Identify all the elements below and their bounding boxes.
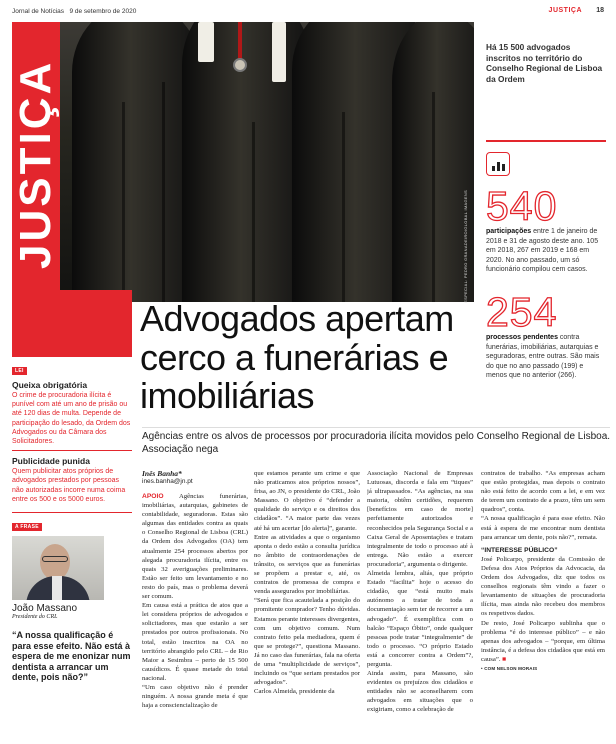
- box-tag: A FRASE: [12, 523, 42, 531]
- page-header: [0, 0, 616, 22]
- divider: [142, 427, 610, 428]
- author-email: ines.banha@jn.pt: [142, 478, 193, 485]
- box-body: Quem publicitar atos próprios de advogados prestados por pessoas não autorizadas incorre numa coima entre os 500 e os 5000 euros.: [12, 468, 126, 503]
- bar-chart-icon: [486, 152, 510, 176]
- page-number: 18: [596, 7, 604, 14]
- stat-number: 254: [486, 289, 558, 335]
- pull-quote: “A nossa qualificação é para esse efeito. Não está à espera de me enonizar num dentista a arrancar um dente, pois não?”: [12, 630, 131, 683]
- portrait-photo: [12, 536, 104, 600]
- column-text: Associação Nacional de Empresas Lutuosas, discorda e fala em “tiques” já ultrapassados. “As agências, na sua maioria, obtêm certidões, requerem [benefícios em caso de morte] perfeitamente autorizados e reconhecidos pela Segurança Social e a Caixa Geral de Aposentações e tratam integralmente de todo o processo até à entrega. Não estão a exercer procuradoria”, argumenta o dirigente. Almeida lembra, aliás, que próprio Estado “facilita” hoje o acesso do cidadão, que “está muito mais autónomo a tratar de toda a documentação sem ter de recorrer a um advogado”. É exemplifica com o balcão “Espaço Óbito”, onde qualquer pessoas pode tratar “integralmente” de todo o processo. “O próprio Estado está a concorrer contra a Ordem”?, pergunta. Ainda assim, para Massano, são evidentes os prejuízos dos cidadãos e entidades não se aconselharem com advogados em situações que o exigiriam, como a celebração de: [367, 470, 473, 714]
- end-mark-icon: ■: [502, 655, 507, 663]
- quote-author: João Massano: [12, 603, 78, 615]
- lawyers-photo: [12, 22, 474, 302]
- stat-text: participações entre 1 de janeiro de 2018 e 31 de agosto deste ano. 105 em 2018, 267 em 2019 e 168 em 2020. No ano passado, um só funcionário compilou cem casos.: [486, 228, 599, 274]
- article-column-3: [367, 469, 473, 742]
- column-text: contratos de trabalho. “As empresas acham que estão protegidas, mas depois o contrato não está feito de acordo com a lei, e em vez de terem um contrato de a prazo, têm um sem quadros”, conta. “A nossa qualificação é para esse efeito. Não está à espera de me encontrar num dentista para arrancar um dente, pois não?”, remata.: [481, 470, 605, 541]
- box-body: O crime de procuradoria ilícita é punível com até um ano de prisão ou até 120 dias de multa. Depende de participação do lesado, da Ordem dos Advogados ou da Câmara dos Solicitadores.: [12, 392, 131, 446]
- author-name: Inês Banha*: [142, 469, 182, 478]
- publication-date: Jornal de Notícias 9 de setembro de 2020: [12, 8, 137, 15]
- subheadline: Agências entre os alvos de processos por procuradoria ilícita movidos pelo Conselho Regional de Lisboa. Associação nega: [142, 431, 611, 455]
- lead-word: APOIO: [142, 493, 164, 500]
- divider: [486, 140, 606, 142]
- sidebar-lede: Há 15 500 advogados inscritos no território do Conselho Regional de Lisboa da Ordem: [486, 42, 603, 84]
- column-text: que estamos perante um crime e que não praticamos atos próprios nossos”, frisa, ao JN, o presidente do CRL, João Massano. O objetivo é “defender a qualidade do serviço e os direitos dos cidadãos”. “A maior parte das vezes até há um acertar [do alerta]”, garante. Entre as atividades a que o organismo aponta o dedo estão a consulta jurídica no âmbito de contraordenações de trânsito, os serviços que as funerárias se propõem a prestar e, até, os contratos de promessa de compra e venda assegurados por imobiliárias. “Será que fica acautelada a posição do promitente comprador? Tenho dúvidas. Estamos perante interesses divergentes, com um objetivo comum. Num contrato feito pela mediadora, quem é que se protege?”, questiona Massano. Já no caso das funerárias, fala na oferta de uma “multiplicidade de serviços”, incluindo os “que seriam prestados por advogados”. Carlos Almeida, presidente da: [254, 470, 360, 696]
- intertitle: “INTERESSE PÚBLICO”: [481, 546, 558, 554]
- article-column-4: [481, 469, 605, 742]
- headline: Advogados apertam cerco a funerárias e imobiliárias: [140, 298, 454, 416]
- quote-author-role: Presidente do CRL: [12, 614, 58, 621]
- stat-2: [486, 289, 606, 381]
- info-box: [12, 450, 132, 504]
- stat-number: 540: [486, 183, 558, 229]
- section-label: JUSTIÇA: [548, 7, 582, 14]
- byline: [142, 469, 193, 485]
- article-column-2: [254, 469, 360, 742]
- left-column: [12, 356, 132, 744]
- co-author-signature: • COM NELSON MORAIS: [481, 665, 538, 671]
- photo-credit: ESPECIAL: PEDRO GRANADEIRO/GLOBAL IMAGENS: [463, 190, 468, 303]
- box-tag: LEI: [12, 367, 27, 375]
- section-vertical-title: JUSTIÇA: [11, 59, 60, 269]
- info-box: [12, 356, 132, 446]
- column-text: Agências funerárias, imobiliárias, autarquias, gabinetes de contabilidade, seguradoras. Estas são algumas das entidades contra as quais o Conselho Regional de Lisboa (CRL) da Ordem dos Advogados (OA) tem atualmente 254 processos abertos por alegada procuradoria ilícita, entre os quais 32 averiguações preliminares. Estão ser feito um levantamento e no resto do país, mas o problema deverá ser comum. Em causa está a prática de atos que a lei considera próprios de advogados e solicitadores, mas que estarão a ser prestados por outros profissionais. No total, estão inscritos na OA no território abrangido pelo CRL – de Rio Maior a Sesimbra – perto de 15 500 causídicos. É quase metade do total nacional. “Um caso objetivo não é prender ninguém. A nossa grande meta é que haja a consciencialização de: [142, 493, 248, 710]
- medal-icon: [233, 58, 247, 72]
- box-title: Publicidade punida: [12, 456, 90, 467]
- stat-1: [486, 183, 606, 275]
- stat-text: processos pendentes contra funerárias, imobiliárias, autarquias e seguradoras, entre outras. São mais do que no ano passado (199) e menos que no anterior (266).: [486, 334, 600, 380]
- column-text: José Policarpo, presidente da Comissão de Defesa dos Atos Próprios da Advocacia, da Ordem dos Advogados, diz que todos os conselhos regionais têm vindo a fazer o levantamento de situações de procuradoria ilícita, mas ainda não recebeu dos membros os respetivos dados. De resto, José Policarpo sublinha que o problema “é do interesse público” – e não apenas dos advogados – “porque, em última instância, é a defesa dos cidadãos que está em causa”.: [481, 555, 605, 663]
- quote-box: [12, 512, 132, 683]
- box-title: Queixa obrigatória: [12, 380, 88, 390]
- article-column-1: [142, 492, 248, 742]
